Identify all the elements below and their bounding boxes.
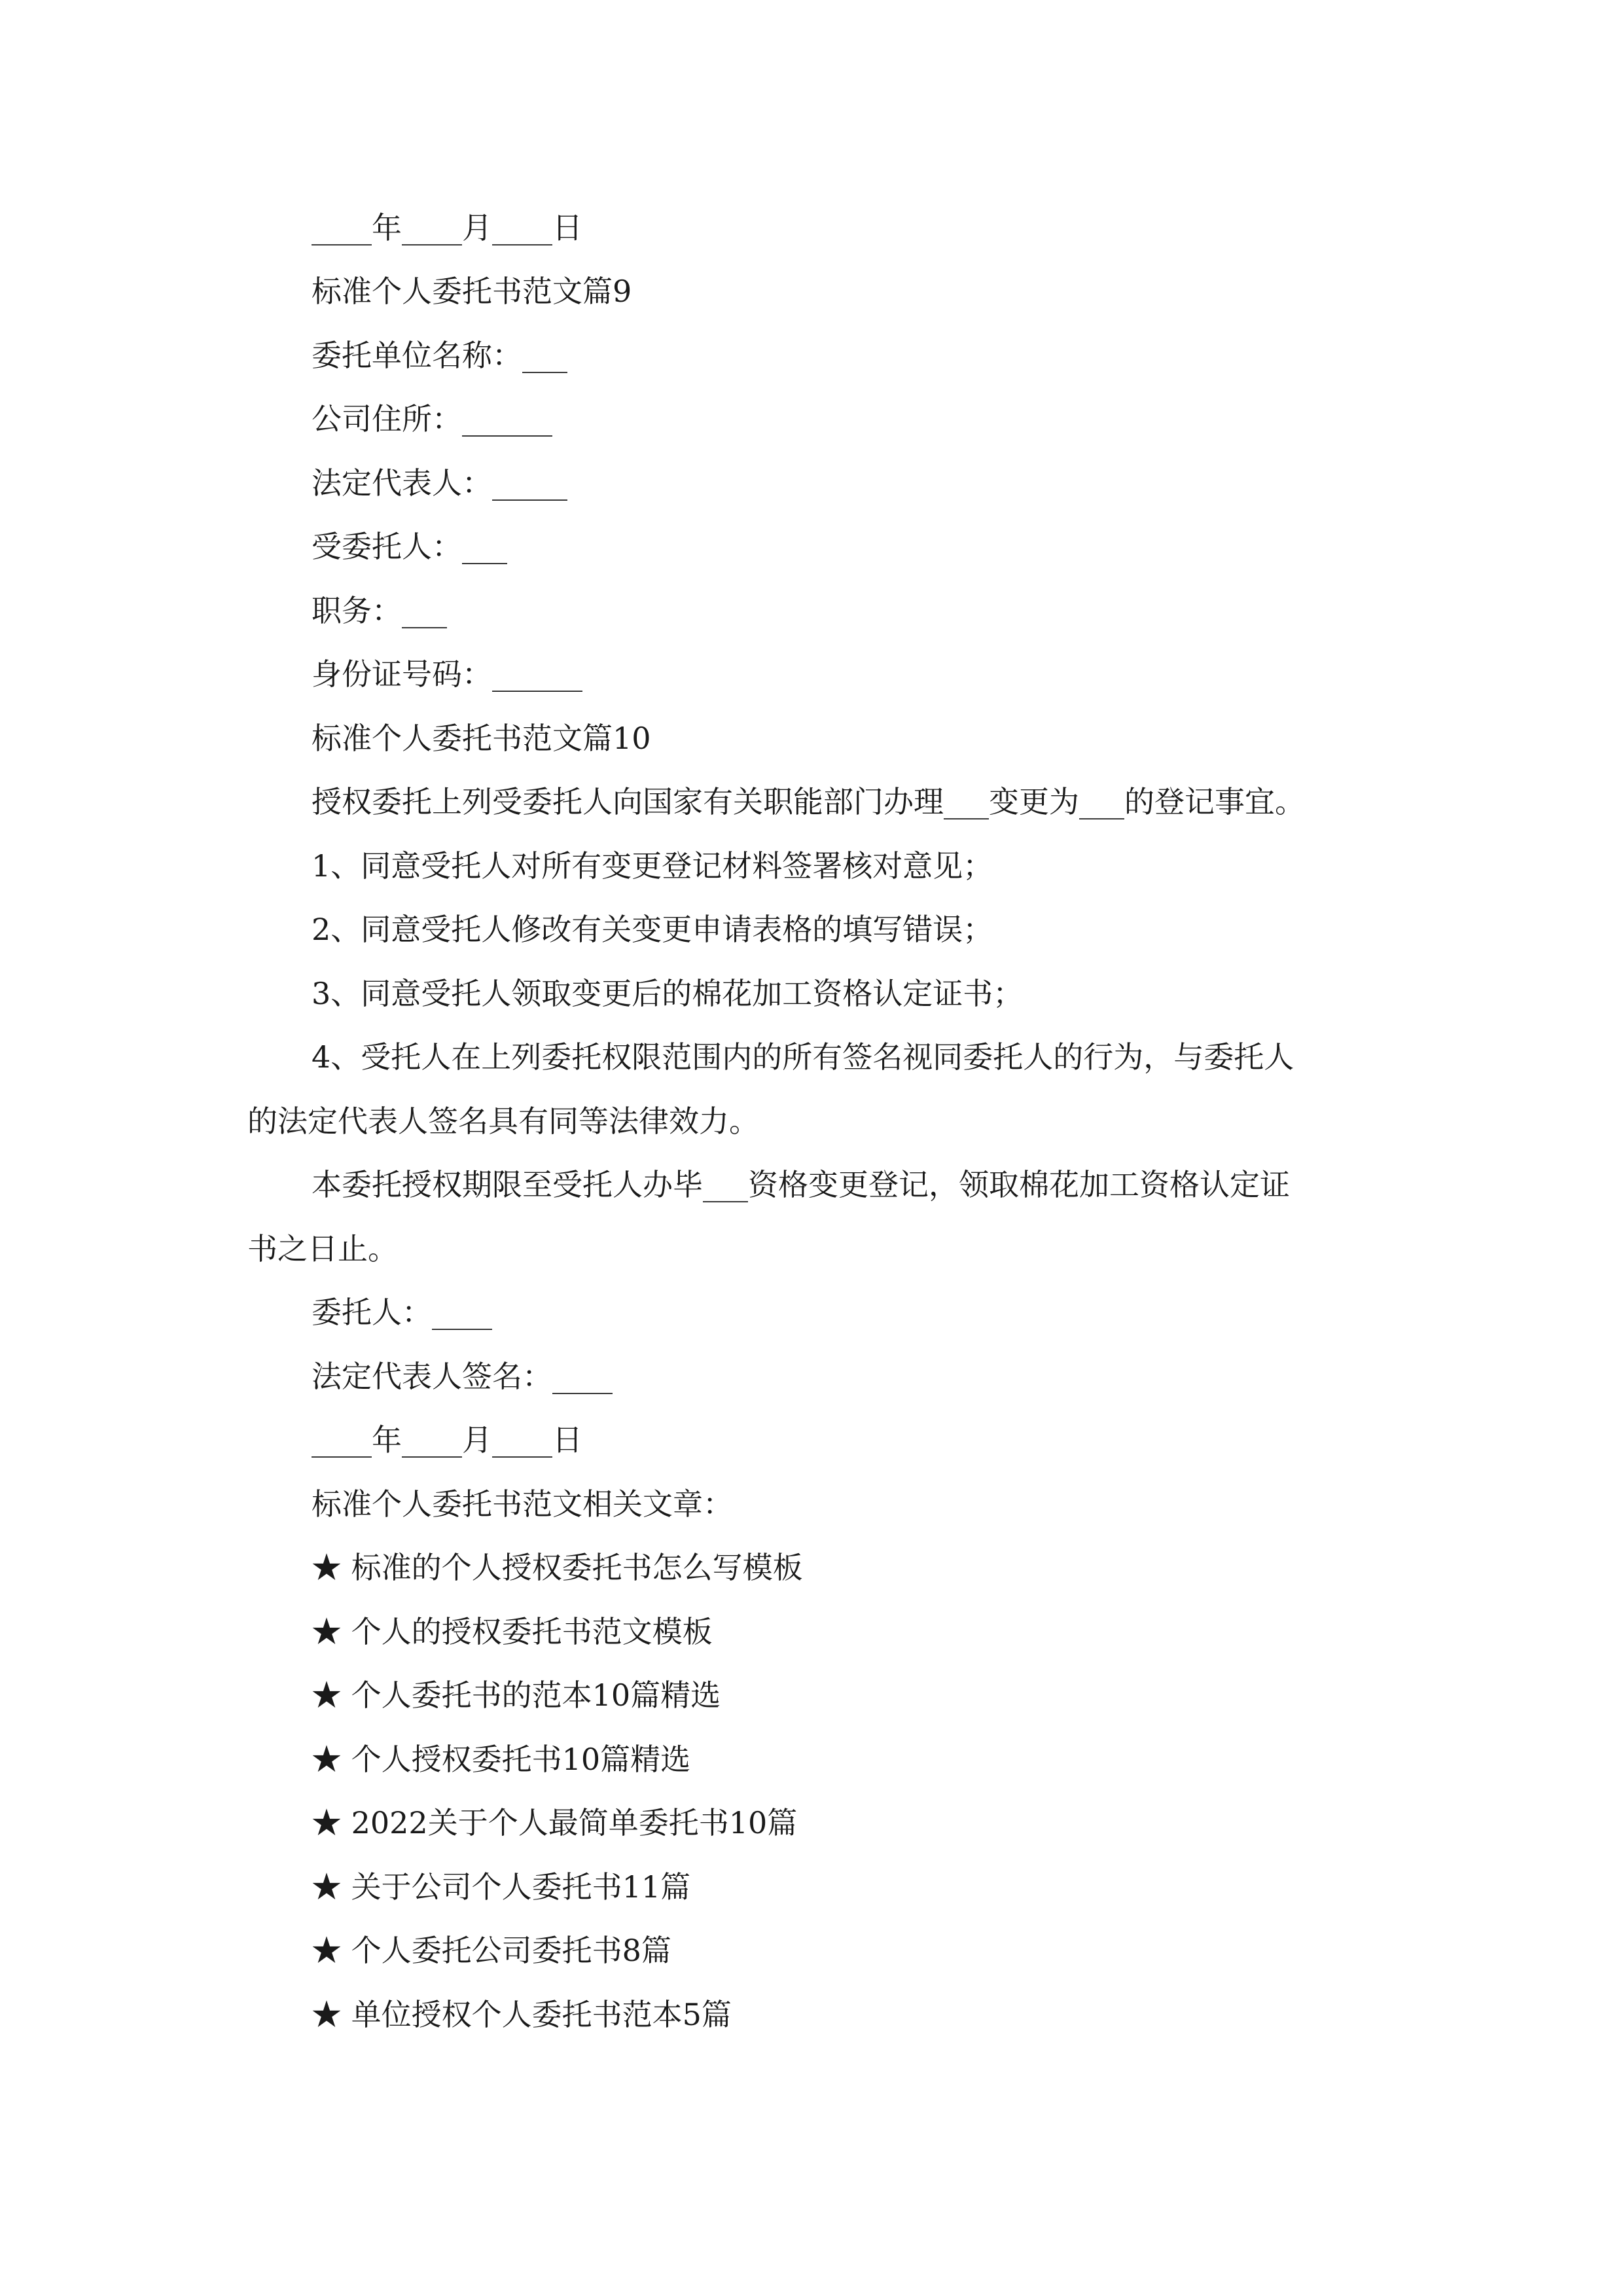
field-position: 职务：___	[312, 593, 447, 628]
field-legal-representative: 法定代表人：_____	[312, 465, 567, 501]
related-article-link[interactable]: ★ 个人委托书的范本10篇精选	[312, 1677, 721, 1713]
related-article-link[interactable]: ★ 2022关于个人最简单委托书10篇	[312, 1805, 798, 1840]
field-legal-signature: 法定代表人签名：____	[312, 1359, 613, 1394]
related-article-link[interactable]: ★ 关于公司个人委托书11篇	[312, 1869, 691, 1905]
list-item-4-continued: 的法定代表人签名具有同等法律效力。	[247, 1103, 759, 1139]
related-article-link[interactable]: ★ 标准的个人授权委托书怎么写模板	[312, 1550, 803, 1585]
list-item-1: 1、同意受托人对所有变更登记材料签署核对意见；	[312, 848, 993, 884]
related-articles-heading: 标准个人委托书范文相关文章：	[312, 1486, 733, 1522]
related-article-link[interactable]: ★ 个人的授权委托书范文模板	[312, 1614, 713, 1649]
field-principal: 委托人：____	[312, 1295, 492, 1330]
field-id-number: 身份证号码：______	[312, 656, 582, 692]
paragraph-authorization: 授权委托上列受委托人向国家有关职能部门办理___变更为___的登记事宜。	[312, 784, 1305, 819]
list-item-2: 2、同意受托人修改有关变更申请表格的填写错误；	[312, 912, 993, 947]
paragraph-term-continued: 书之日止。	[247, 1231, 398, 1266]
field-company-address: 公司住所：______	[312, 401, 552, 437]
date-line: ____年____月____日	[312, 1422, 582, 1458]
paragraph-term: 本委托授权期限至受托人办毕___资格变更登记，领取棉花加工资格认定证	[312, 1167, 1290, 1202]
section-title-9: 标准个人委托书范文篇9	[312, 274, 632, 309]
list-item-4: 4、受托人在上列委托权限范围内的所有签名视同委托人的行为，与委托人	[312, 1039, 1294, 1075]
field-entrusting-unit: 委托单位名称：___	[312, 338, 567, 373]
related-article-link[interactable]: ★ 单位授权个人委托书范本5篇	[312, 1997, 732, 2032]
related-article-link[interactable]: ★ 个人委托公司委托书8篇	[312, 1933, 671, 1968]
date-line: ____年____月____日	[312, 210, 582, 245]
list-item-3: 3、同意受托人领取变更后的棉花加工资格认定证书；	[312, 976, 1024, 1011]
related-article-link[interactable]: ★ 个人授权委托书10篇精选	[312, 1742, 691, 1777]
section-title-10: 标准个人委托书范文篇10	[312, 721, 651, 756]
field-trustee: 受委托人：___	[312, 529, 507, 564]
